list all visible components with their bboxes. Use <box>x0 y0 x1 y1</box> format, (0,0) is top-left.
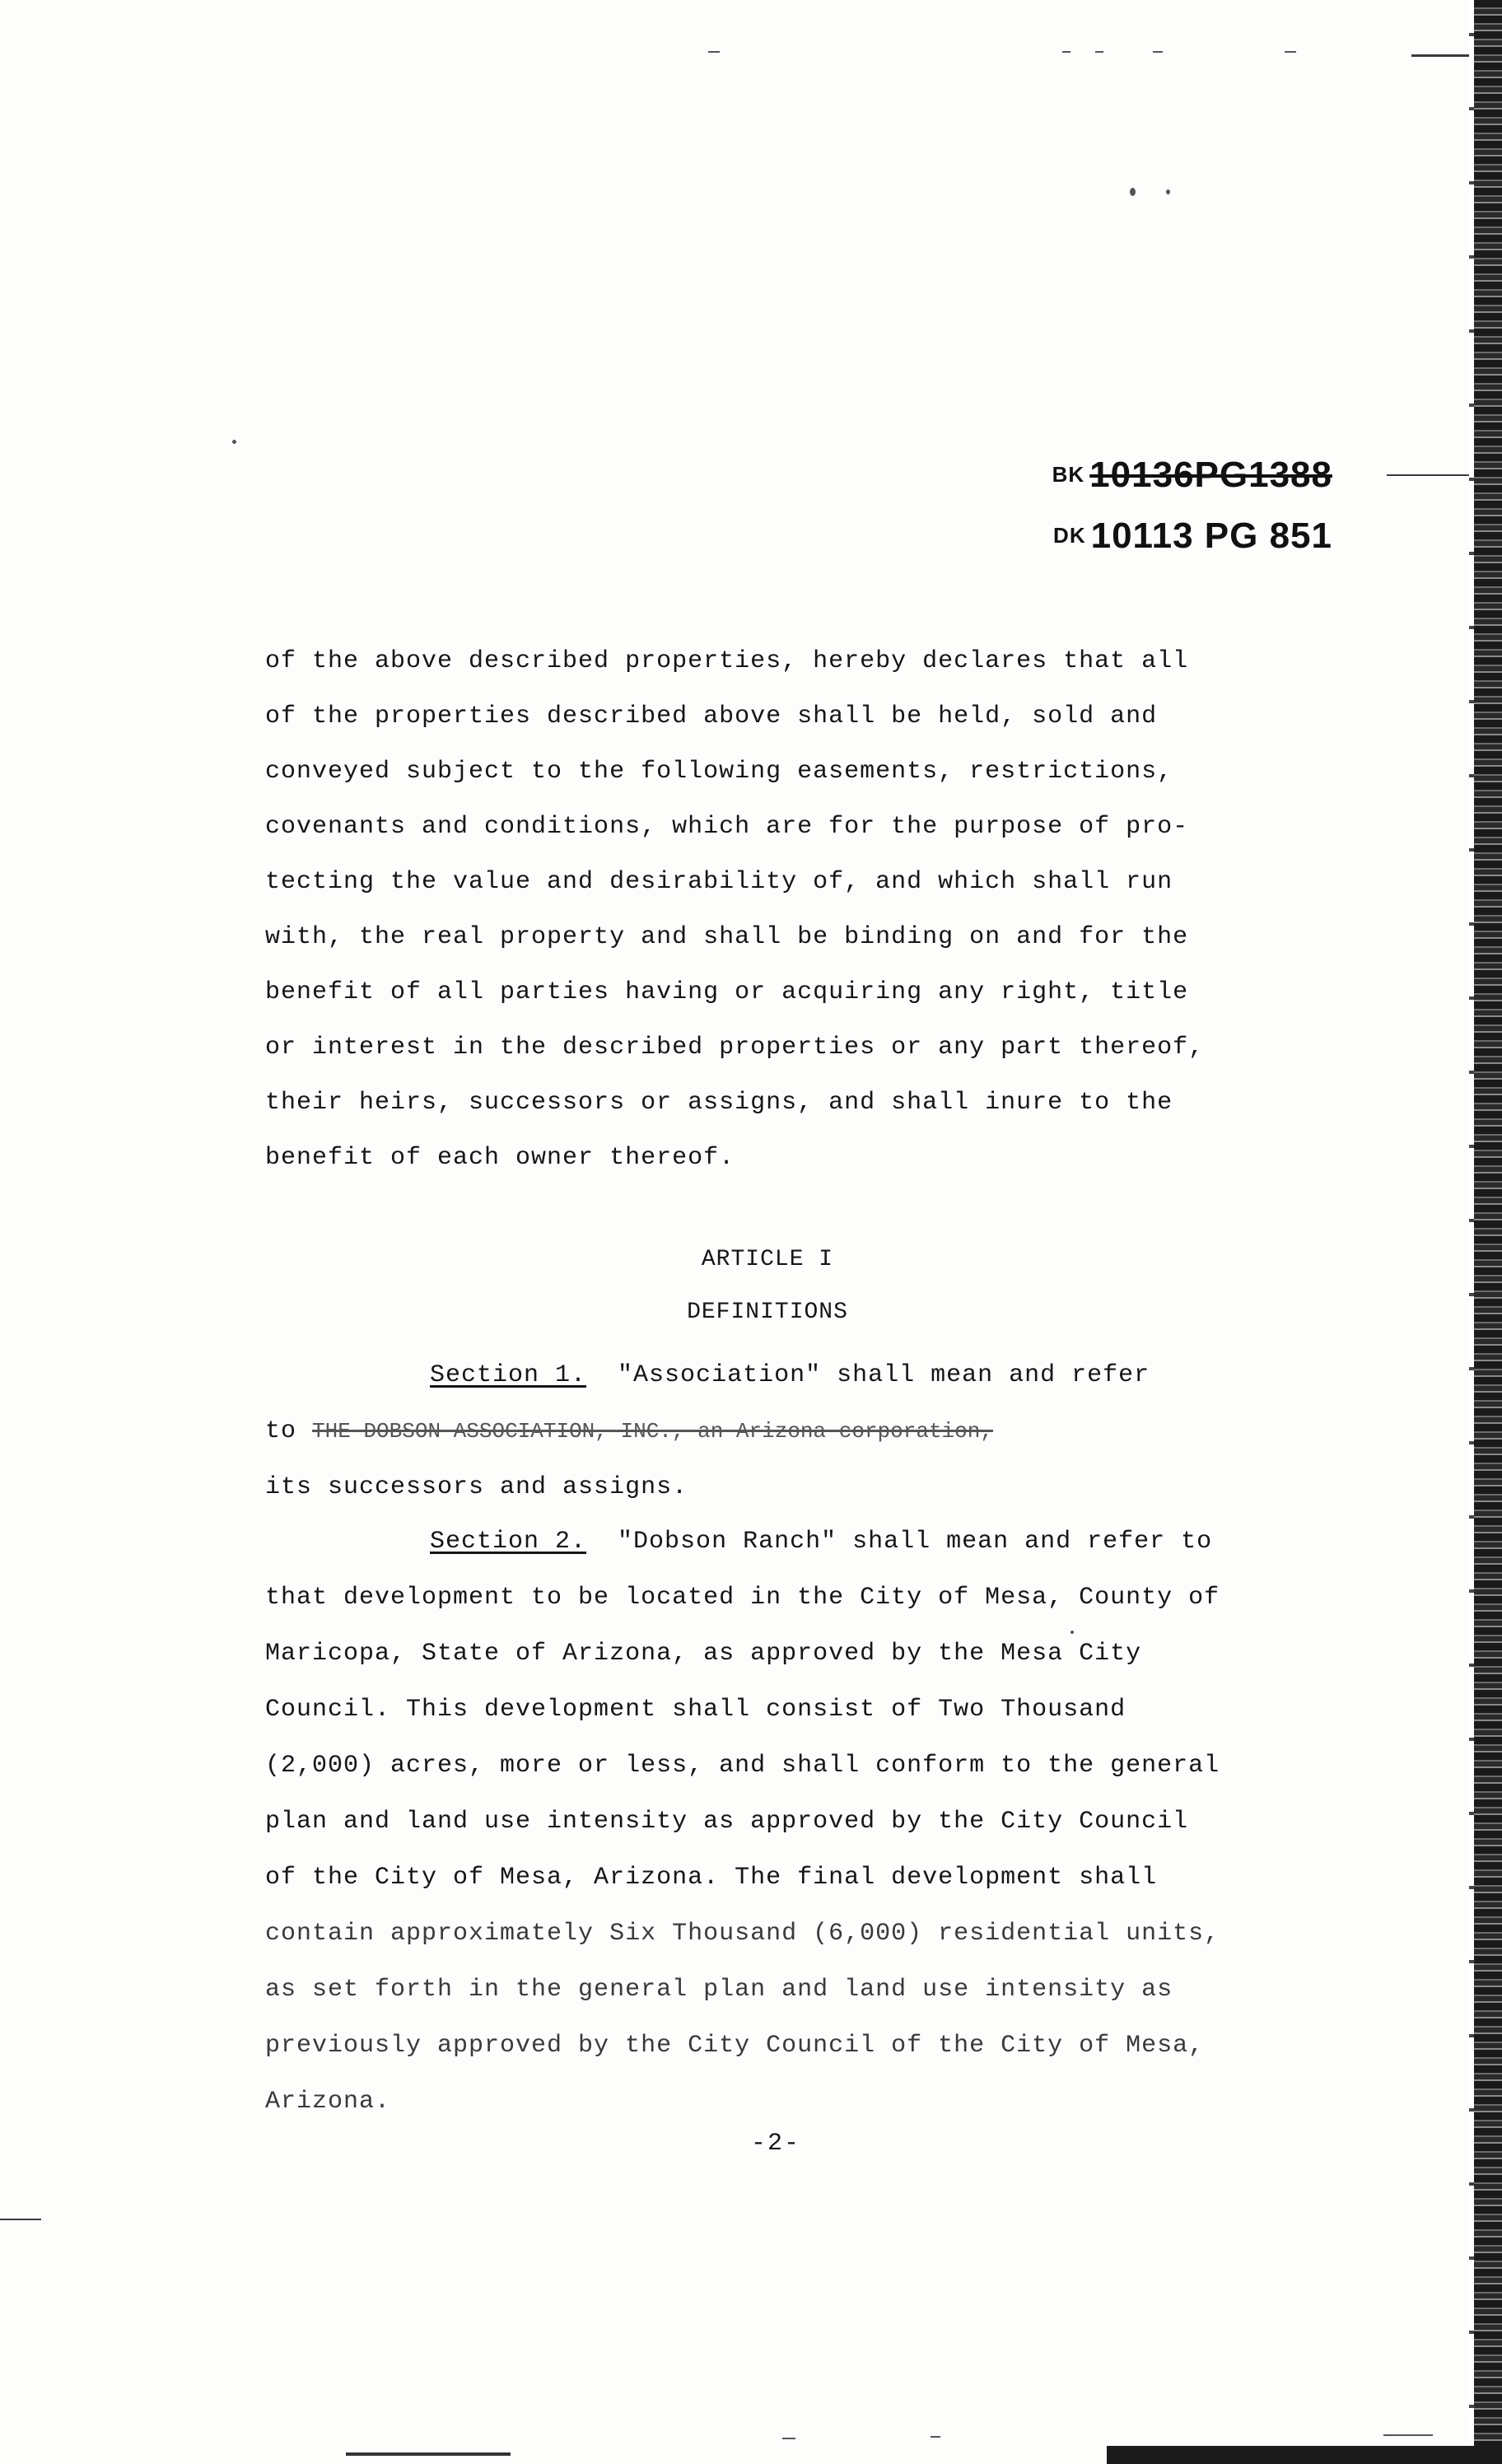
stamp-prefix: BK <box>1052 462 1085 487</box>
scan-speck <box>1130 188 1136 196</box>
intro-paragraph <box>265 634 1303 1186</box>
section-1 <box>265 1347 1319 1515</box>
section-text: to <box>265 1417 297 1445</box>
scan-dash <box>1383 2434 1433 2436</box>
section-1-second-line <box>265 1403 1319 1459</box>
section-1-third-line: its successors and assigns. <box>265 1473 688 1501</box>
scanner-bottom-rule <box>346 2452 511 2456</box>
section-text: "Association" shall mean and refer <box>618 1361 1150 1389</box>
section-text: "Dobson Ranch" shall mean and refer to <box>618 1528 1213 1556</box>
paragraph-line: of the City of Mesa, Arizona. The final development shall <box>265 1864 1158 1892</box>
article-title: ARTICLE I <box>701 1247 834 1272</box>
paragraph-line: of the above described properties, hereby declares that all <box>265 647 1189 675</box>
scan-dash <box>782 2438 795 2439</box>
section-label: Section 1. <box>430 1361 587 1389</box>
paragraph-line: Maricopa, State of Arizona, as approved by the Mesa City <box>265 1640 1142 1668</box>
scan-speck <box>1166 189 1170 194</box>
paragraph-line: or interest in the described properties or any part thereof, <box>265 1034 1205 1062</box>
article-subtitle: DEFINITIONS <box>687 1300 848 1325</box>
scanner-bottom-bar <box>1107 2446 1502 2464</box>
recording-stamp-line-2 <box>1053 516 1332 557</box>
paragraph-line: covenants and conditions, which are for the purpose of pro- <box>265 813 1189 841</box>
margin-mark <box>1411 54 1469 57</box>
stamp-prefix: DK <box>1053 523 1086 548</box>
scan-dash <box>1153 51 1163 53</box>
paragraph-line: Arizona. <box>265 2088 391 2116</box>
paragraph-line: previously approved by the City Council of the City of Mesa, <box>265 2032 1205 2060</box>
paragraph-line: conveyed subject to the following easements, restrictions, <box>265 758 1173 786</box>
section-2-first-line <box>265 1514 1319 1570</box>
scan-speck <box>232 440 236 444</box>
scan-dash <box>708 51 720 53</box>
scan-dash <box>931 2436 940 2438</box>
recording-stamp-line-1 <box>1052 455 1332 496</box>
paragraph-line: as set forth in the general plan and land use intensity as <box>265 1976 1173 2004</box>
struck-text: THE DOBSON ASSOCIATION, INC., an Arizona corporation, <box>312 1419 993 1444</box>
paragraph-line: with, the real property and shall be binding on and for the <box>265 923 1189 951</box>
scanner-edge-inner <box>1469 0 1474 2464</box>
section-label: Section 2. <box>430 1528 587 1556</box>
page-number: -2- <box>750 2130 800 2158</box>
paragraph-line: benefit of each owner thereof. <box>265 1144 735 1172</box>
scan-dash <box>1062 51 1071 53</box>
paragraph-line: Council. This development shall consist of Two Thousand <box>265 1696 1126 1724</box>
scanner-edge <box>1474 0 1502 2464</box>
paragraph-line: that development to be located in the City of Mesa, County of <box>265 1584 1220 1612</box>
margin-mark <box>0 2219 41 2220</box>
stamp-book-number: 10136 <box>1089 455 1195 495</box>
paragraph-line: of the properties described above shall be held, sold and <box>265 702 1158 730</box>
paragraph-line: benefit of all parties having or acquiring any right, title <box>265 978 1189 1006</box>
section-1-first-line <box>265 1347 1319 1403</box>
paragraph-line: their heirs, successors or assigns, and shall inure to the <box>265 1089 1173 1117</box>
stamp-page-number: PG 851 <box>1204 516 1332 556</box>
paragraph-line: plan and land use intensity as approved by the City Council <box>265 1808 1189 1836</box>
stamp-book-number: 10113 <box>1090 516 1194 556</box>
scan-dash <box>1095 51 1103 53</box>
paragraph-line: contain approximately Six Thousand (6,000) residential units, <box>265 1920 1220 1948</box>
paragraph-line: (2,000) acres, more or less, and shall conform to the general <box>265 1752 1220 1780</box>
section-2 <box>265 1514 1319 2130</box>
scan-dash <box>1285 51 1296 53</box>
paragraph-line: tecting the value and desirability of, and which shall run <box>265 868 1173 896</box>
margin-mark <box>1387 474 1469 476</box>
stamp-page-number: PG1388 <box>1194 455 1332 495</box>
